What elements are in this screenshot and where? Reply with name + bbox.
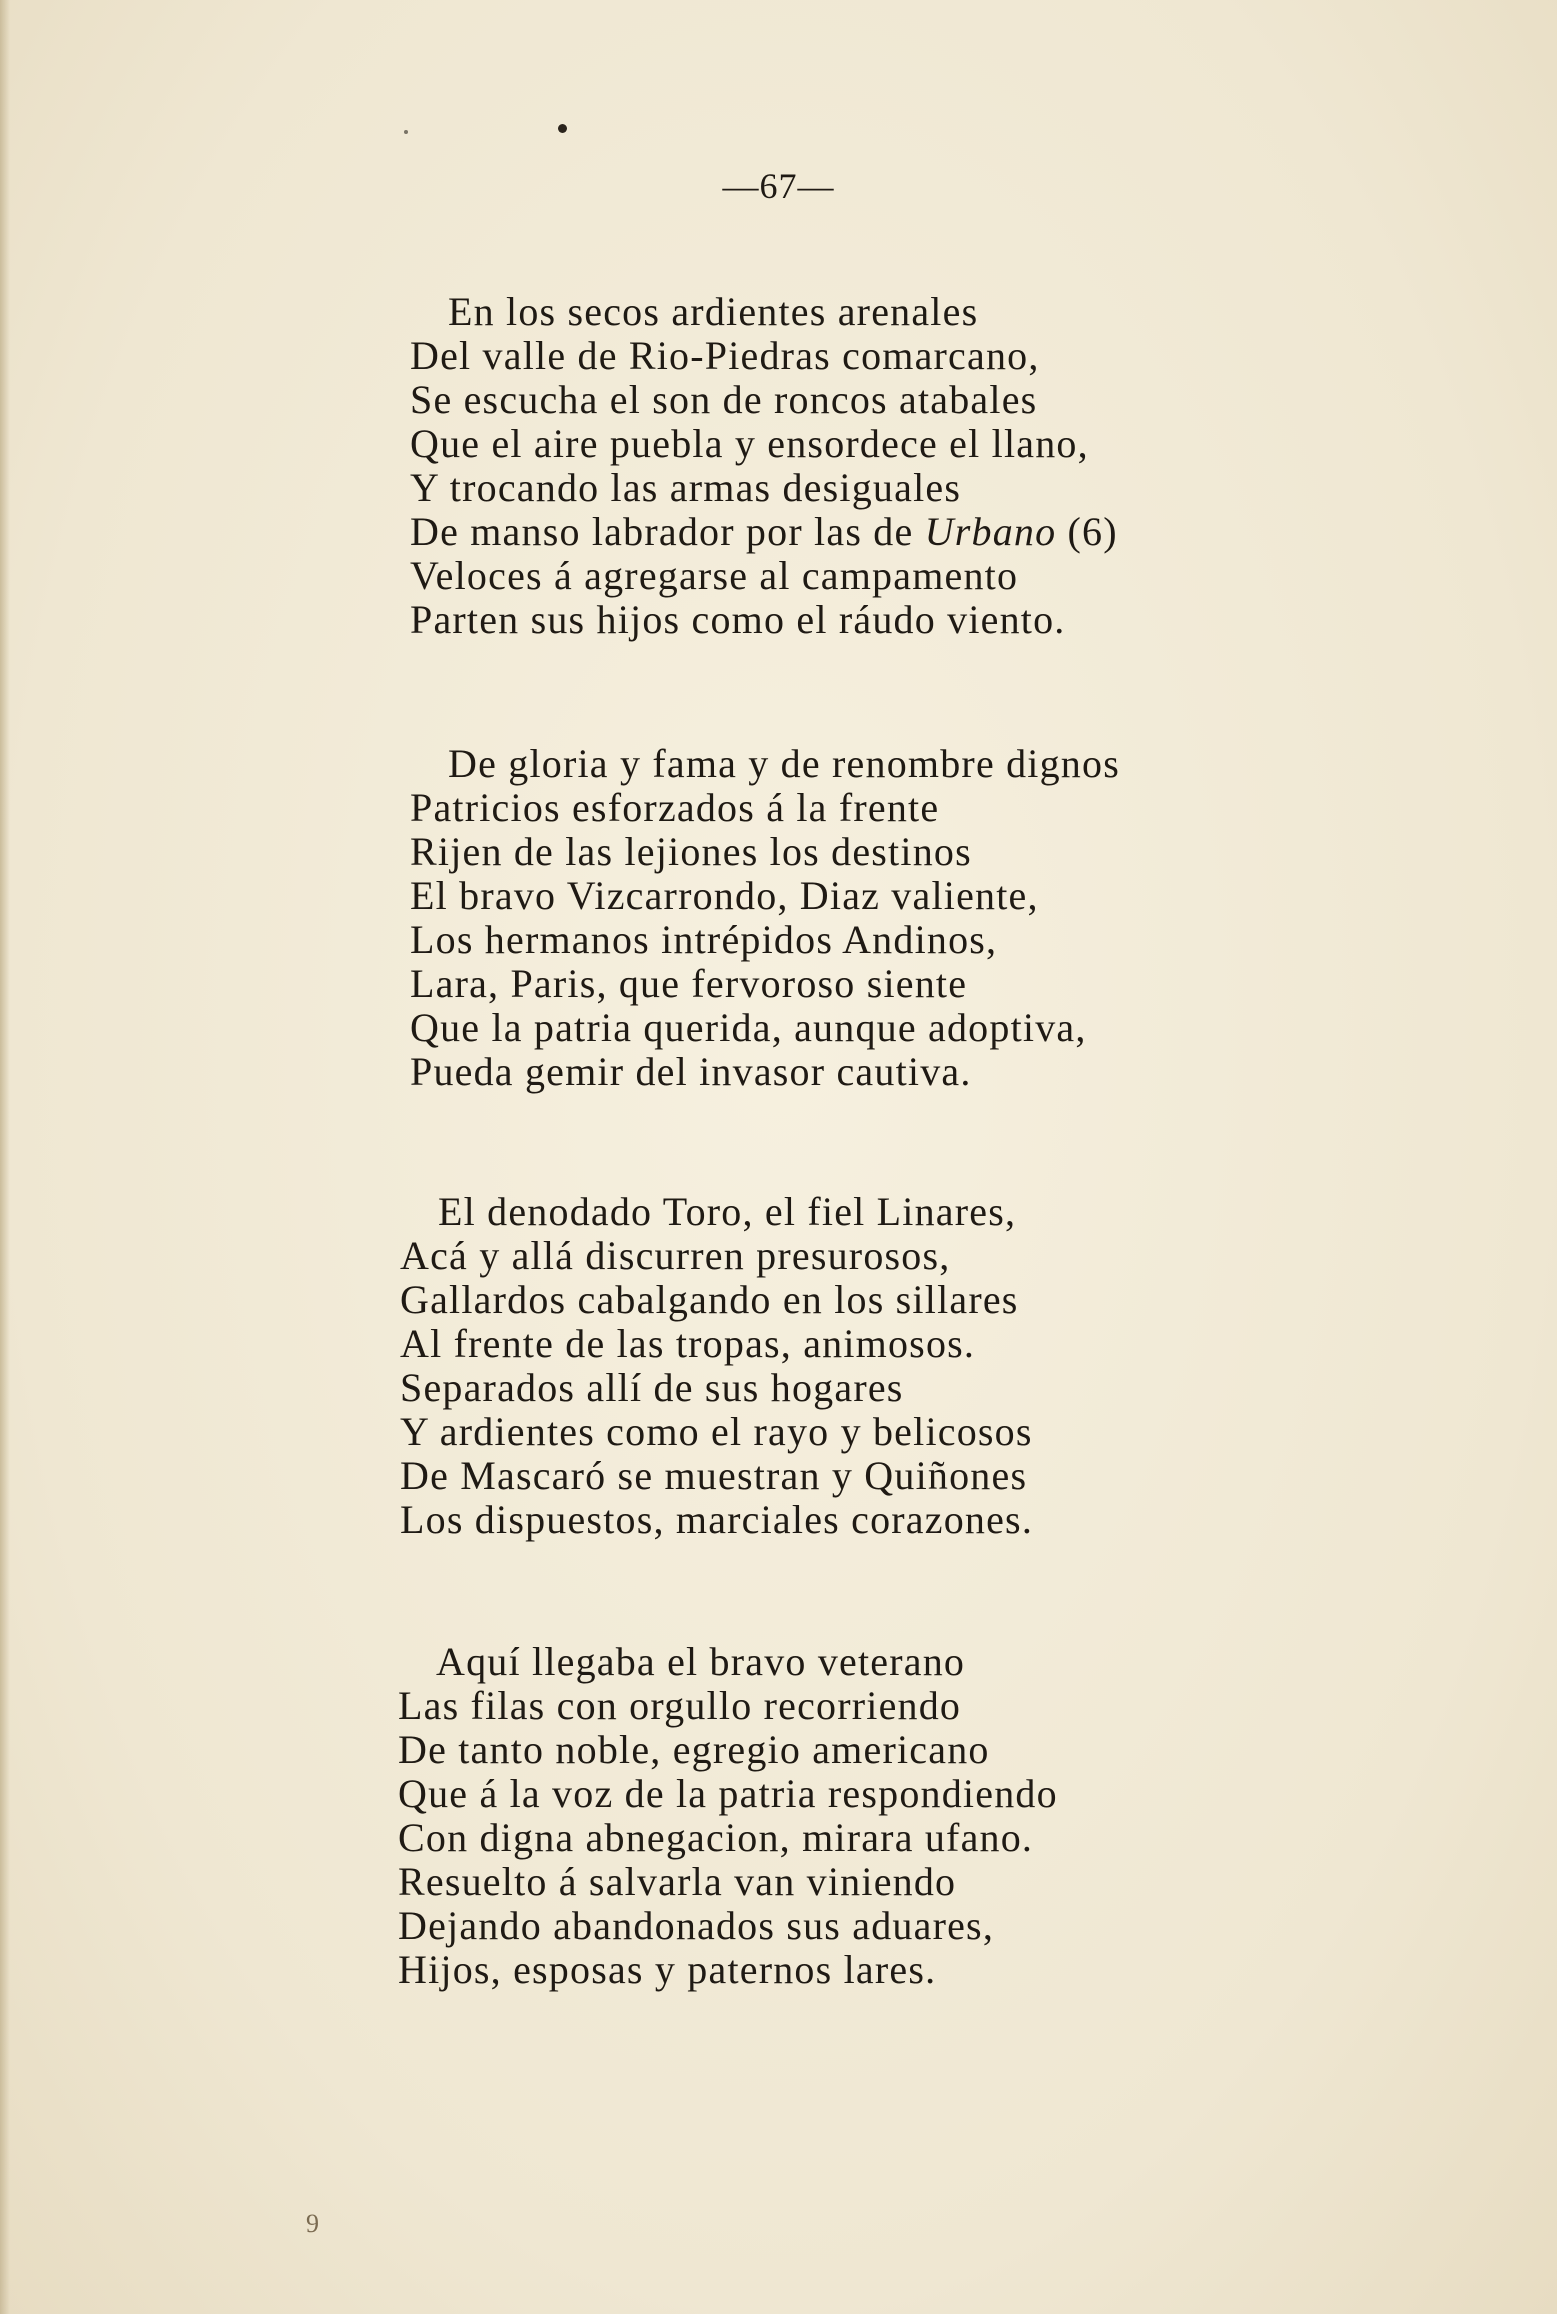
verse-line: Que el aire puebla y ensordece el llano, [410, 421, 1089, 466]
verse-line: De Mascaró se muestran y Quiñones [400, 1453, 1028, 1498]
verse-line: Se escucha el son de roncos atabales [410, 377, 1038, 422]
ink-speck [404, 130, 408, 134]
verse-line: Acá y allá discurren presurosos, [400, 1233, 951, 1278]
verse-line: Que á la voz de la patria respondiendo [398, 1771, 1058, 1816]
verse-note-ref: (6) [1056, 509, 1118, 554]
verse-line: Los dispuestos, marciales corazones. [400, 1497, 1034, 1542]
verse-line: Del valle de Rio-Piedras comarcano, [410, 333, 1040, 378]
verse-line: Que la patria querida, aunque adoptiva, [410, 1005, 1087, 1050]
verse-line: Patricios esforzados á la frente [410, 785, 940, 830]
stanza-3 [400, 1190, 1033, 1542]
verse-line: De tanto noble, egregio americano [398, 1727, 990, 1772]
verse-line: Parten sus hijos como el ráudo viento. [410, 597, 1066, 642]
verse-line: Los hermanos intrépidos Andinos, [410, 917, 998, 962]
stanza-2 [410, 742, 1120, 1094]
verse-line: Aquí llegaba el bravo veterano [436, 1639, 966, 1684]
page-edge-shadow [0, 0, 10, 2314]
verse-line: De gloria y fama y de renombre dignos [448, 741, 1120, 786]
verse-line: Veloces á agregarse al campamento [410, 553, 1019, 598]
verse-line: Al frente de las tropas, animosos. [400, 1321, 976, 1366]
verse-line: Resuelto á salvarla van viniendo [398, 1859, 957, 1904]
page-number: —67— [722, 166, 835, 206]
ink-speck [558, 124, 567, 133]
verse-line: Separados allí de sus hogares [400, 1365, 904, 1410]
verse-line: En los secos ardientes arenales [448, 289, 979, 334]
stanza-1 [410, 290, 1118, 642]
verse-line: Y trocando las armas desiguales [410, 465, 962, 510]
verse-line: Y ardientes como el rayo y belicosos [400, 1409, 1033, 1454]
verse-line: Gallardos cabalgando en los sillares [400, 1277, 1019, 1322]
verse-line: Lara, Paris, que fervoroso siente [410, 961, 968, 1006]
signature-mark: 9 [306, 2209, 319, 2238]
verse-text: De manso labrador por las de [410, 509, 925, 554]
verse-line: Hijos, esposas y paternos lares. [398, 1947, 937, 1992]
verse-line: Dejando abandonados sus aduares, [398, 1903, 995, 1948]
stanza-4 [398, 1640, 1058, 1992]
verse-line: Pueda gemir del invasor cautiva. [410, 1049, 972, 1094]
verse-line: Las filas con orgullo recorriendo [398, 1683, 962, 1728]
verse-line [410, 510, 1118, 554]
verse-italic-name: Urbano [924, 509, 1057, 554]
verse-line: Rijen de las lejiones los destinos [410, 829, 972, 874]
verse-line: Con digna abnegacion, mirara ufano. [398, 1815, 1034, 1860]
verse-line: El bravo Vizcarrondo, Diaz valiente, [410, 873, 1039, 918]
verse-line: El denodado Toro, el fiel Linares, [438, 1189, 1017, 1234]
